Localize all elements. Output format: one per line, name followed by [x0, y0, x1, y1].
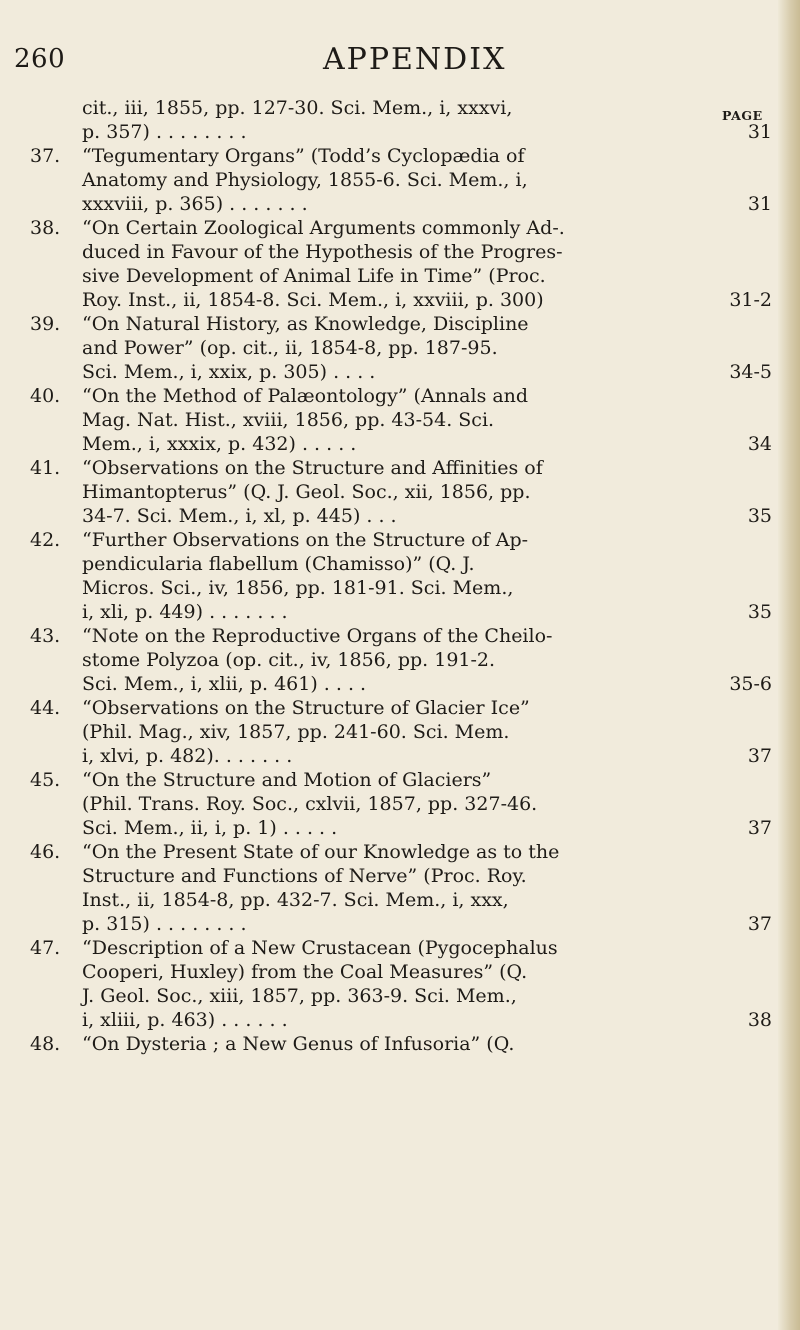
bibliography-entry: [30, 456, 772, 528]
page-reference: 34-5: [729, 361, 772, 383]
page-reference: 31-2: [729, 289, 772, 311]
bibliography-entry: [30, 696, 772, 768]
page-reference: 37: [747, 817, 772, 839]
entry-line: [30, 624, 772, 648]
entry-line: [30, 984, 772, 1008]
entry-text: Structure and Functions of Nerve” (Proc. Roy.: [82, 865, 527, 887]
entry-line: [30, 480, 772, 504]
entry-text: xxxviii, p. 365) . . . . . . .: [82, 193, 308, 215]
entry-line: [30, 336, 772, 360]
page-reference: 38: [747, 1009, 772, 1031]
page-reference: 35: [747, 505, 772, 527]
page-reference: 35-6: [729, 673, 772, 695]
entry-line: [30, 96, 772, 120]
entry-text: pendicularia flabellum (Chamisso)” (Q. J.: [82, 553, 475, 575]
entry-text: p. 357) . . . . . . . .: [82, 121, 247, 143]
entry-line: [30, 840, 772, 864]
entry-line: [30, 600, 772, 624]
entry-text: i, xli, p. 449) . . . . . . .: [82, 601, 288, 623]
entry-text: sive Development of Animal Life in Time” (Proc.: [82, 265, 546, 287]
entry-text: “Tegumentary Organs” (Todd’s Cyclopædia of: [82, 145, 525, 167]
entry-number: 42.: [30, 529, 61, 551]
entry-text: i, xlvi, p. 482). . . . . . .: [82, 745, 293, 767]
page-reference: 34: [747, 433, 772, 455]
entry-number: 43.: [30, 625, 61, 647]
bibliography-entry: [30, 96, 772, 144]
entry-text: p. 315) . . . . . . . .: [82, 913, 247, 935]
entry-line: [30, 744, 772, 768]
entry-text: stome Polyzoa (op. cit., iv, 1856, pp. 191-2.: [82, 649, 496, 671]
entry-text: Anatomy and Physiology, 1855-6. Sci. Mem., i,: [82, 169, 528, 191]
entry-line: [30, 792, 772, 816]
entry-text: “Further Observations on the Structure of Ap-: [82, 529, 529, 551]
bibliography-entry: [30, 384, 772, 456]
page-edge-shadow: [778, 0, 800, 1330]
entry-line: [30, 456, 772, 480]
entry-text: “On the Structure and Motion of Glaciers”: [82, 769, 492, 791]
bibliography-entry: [30, 840, 772, 936]
entry-text: Mag. Nat. Hist., xviii, 1856, pp. 43-54. Sci.: [82, 409, 495, 431]
entry-text: “Observations on the Structure of Glacier Ice”: [82, 697, 530, 719]
entry-number: 39.: [30, 313, 61, 335]
entry-number: 44.: [30, 697, 61, 719]
bibliography-entry: [30, 624, 772, 696]
entry-text: Roy. Inst., ii, 1854-8. Sci. Mem., i, xxviii, p. 300): [82, 289, 544, 311]
entry-line: [30, 960, 772, 984]
entry-line: [30, 432, 772, 456]
entry-line: [30, 312, 772, 336]
bibliography-entry: [30, 312, 772, 384]
page-reference: 31: [747, 121, 772, 143]
entry-text: duced in Favour of the Hypothesis of the Progres-: [82, 241, 563, 263]
entry-line: [30, 864, 772, 888]
entry-line: [30, 264, 772, 288]
entry-line: [30, 1032, 772, 1056]
entry-line: [30, 576, 772, 600]
entry-line: [30, 384, 772, 408]
page-column-label: PAGE: [722, 108, 763, 123]
entry-line: [30, 240, 772, 264]
entry-number: 46.: [30, 841, 61, 863]
bibliography-entry: [30, 216, 772, 312]
entry-line: [30, 696, 772, 720]
bibliography-entry: [30, 144, 772, 216]
entry-text: Mem., i, xxxix, p. 432) . . . . .: [82, 433, 357, 455]
entry-text: i, xliii, p. 463) . . . . . .: [82, 1009, 288, 1031]
entry-line: [30, 768, 772, 792]
entry-line: [30, 168, 772, 192]
entry-text: “On Natural History, as Knowledge, Discipline: [82, 313, 529, 335]
entry-text: “On Certain Zoological Arguments commonly Ad-.: [82, 217, 565, 239]
entry-text: Sci. Mem., ii, i, p. 1) . . . . .: [82, 817, 338, 839]
entry-line: [30, 192, 772, 216]
page-reference: 37: [747, 913, 772, 935]
entry-text: “On Dysteria ; a New Genus of Infusoria” (Q.: [82, 1033, 515, 1055]
entry-text: 34-7. Sci. Mem., i, xl, p. 445) . . .: [82, 505, 397, 527]
entry-line: [30, 672, 772, 696]
entry-line: [30, 1008, 772, 1032]
entry-text: and Power” (op. cit., ii, 1854-8, pp. 187-95.: [82, 337, 498, 359]
bibliography-entry: [30, 768, 772, 840]
entry-text: Sci. Mem., i, xlii, p. 461) . . . .: [82, 673, 367, 695]
bibliography-entry: [30, 528, 772, 624]
bibliography-entry: [30, 936, 772, 1032]
entry-text: “On the Present State of our Knowledge as to the: [82, 841, 560, 863]
entry-text: “Observations on the Structure and Affinities of: [82, 457, 543, 479]
entry-number: 38.: [30, 217, 61, 239]
bibliography-entry: [30, 1032, 772, 1056]
entry-number: 40.: [30, 385, 61, 407]
entry-line: [30, 216, 772, 240]
entry-line: [30, 936, 772, 960]
entry-line: [30, 528, 772, 552]
page-reference: 37: [747, 745, 772, 767]
bibliography-list: [30, 96, 772, 1326]
entry-line: [30, 360, 772, 384]
entry-line: [30, 912, 772, 936]
entry-number: 45.: [30, 769, 61, 791]
entry-text: cit., iii, 1855, pp. 127-30. Sci. Mem., i, xxxvi,: [82, 97, 513, 119]
entry-line: [30, 408, 772, 432]
page-reference: 35: [747, 601, 772, 623]
entry-line: [30, 552, 772, 576]
entry-line: [30, 720, 772, 744]
entry-text: “On the Method of Palæontology” (Annals and: [82, 385, 529, 407]
entry-text: Himantopterus” (Q. J. Geol. Soc., xii, 1856, pp.: [82, 481, 531, 503]
entry-line: [30, 648, 772, 672]
entry-text: Sci. Mem., i, xxix, p. 305) . . . .: [82, 361, 376, 383]
page-number: 260: [14, 44, 66, 74]
entry-text: “Description of a New Crustacean (Pygocephalus: [82, 937, 558, 959]
entry-line: [30, 816, 772, 840]
entry-line: [30, 888, 772, 912]
entry-number: 48.: [30, 1033, 61, 1055]
page-reference: 31: [747, 193, 772, 215]
entry-line: [30, 288, 772, 312]
entry-text: “Note on the Reproductive Organs of the Cheilo-: [82, 625, 553, 647]
page-header: [14, 36, 774, 84]
entry-line: [30, 120, 772, 144]
entry-text: J. Geol. Soc., xiii, 1857, pp. 363-9. Sci. Mem.,: [82, 985, 517, 1007]
running-head: APPENDIX: [323, 42, 507, 77]
entry-text: (Phil. Mag., xiv, 1857, pp. 241-60. Sci. Mem.: [82, 721, 510, 743]
entry-text: Inst., ii, 1854-8, pp. 432-7. Sci. Mem., i, xxx,: [82, 889, 509, 911]
entry-text: (Phil. Trans. Roy. Soc., cxlvii, 1857, pp. 327-46.: [82, 793, 538, 815]
entry-text: Cooperi, Huxley) from the Coal Measures” (Q.: [82, 961, 528, 983]
entry-text: Micros. Sci., iv, 1856, pp. 181-91. Sci. Mem.,: [82, 577, 514, 599]
entry-line: [30, 144, 772, 168]
entry-number: 37.: [30, 145, 61, 167]
entry-number: 41.: [30, 457, 61, 479]
entry-line: [30, 504, 772, 528]
entry-number: 47.: [30, 937, 61, 959]
